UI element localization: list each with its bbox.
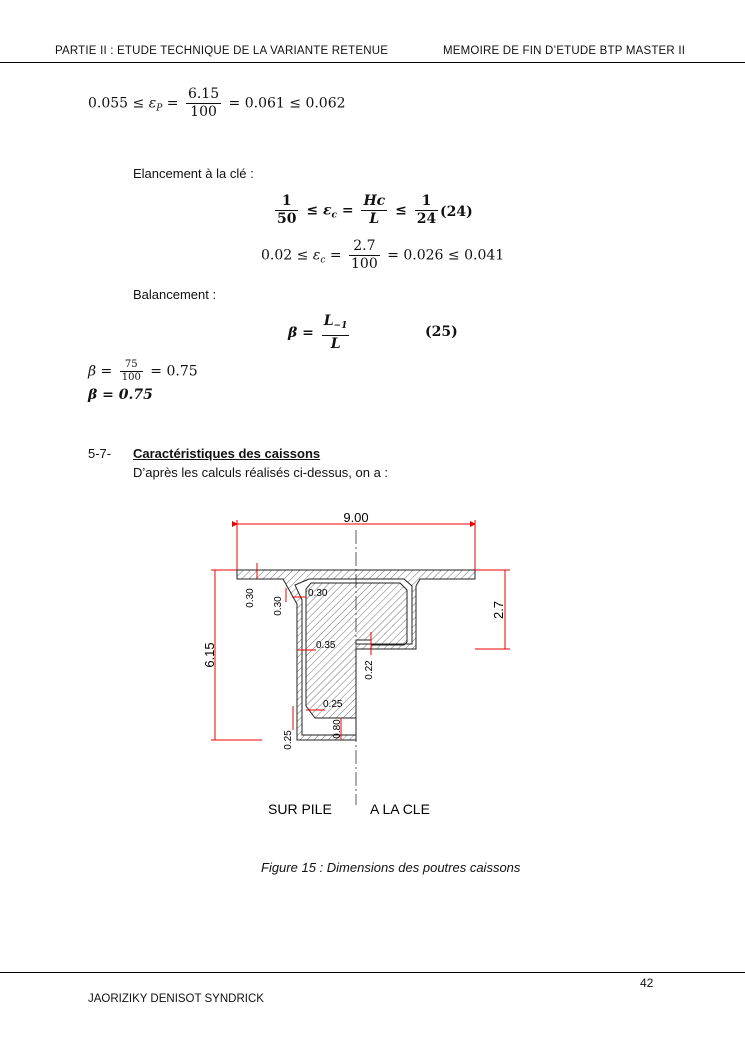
page-number: 42 [640, 976, 654, 990]
dim-height-left-label: 6.15 [202, 642, 217, 668]
equation-epsilon-p: $0.055 \le \varepsilon_P$ = $\frac{6.15}{100}$ = 0.061 ≤ 0.062 [88, 86, 346, 120]
section-number: 5-7- [88, 446, 112, 461]
label-a-la-cle: A LA CLE [370, 801, 430, 817]
dim-022-label: 0.22 [364, 660, 375, 680]
section-title: Caractéristiques des caissons [133, 446, 321, 461]
dim-080-label: 0.80 [332, 719, 343, 739]
section-intro: D’après les calculs réalisés ci-dessus, on a : [133, 465, 389, 480]
dim-025a-label: 0.25 [323, 699, 343, 710]
equation-epsilon-c: $0.02 \le \varepsilon_c$ = $\frac{2.7}{100}$ = 0.026 ≤ 0.041 [261, 238, 505, 272]
label-sur-pile: SUR PILE [268, 801, 332, 817]
dim-025b-label: 0.25 [283, 730, 294, 750]
dim-030a-label: 0.30 [245, 588, 256, 608]
equation-24-number: (24) [440, 204, 473, 220]
equation-beta-value: β = $\frac{75}{100}$ = 0.75 [88, 359, 198, 383]
dim-030c-label: 0.30 [308, 588, 328, 599]
girder-section-outline [237, 570, 475, 740]
elancement-label: Elancement à la clé : [133, 166, 254, 181]
equation-25: β = $\frac{L_{-1}}{L}$ [288, 313, 348, 352]
dim-width-label: 9.00 [343, 510, 369, 525]
header-right: MEMOIRE DE FIN D’ETUDE BTP MASTER II [443, 45, 686, 57]
footer-author: JAORIZIKY DENISOT SYNDRICK [88, 993, 264, 1005]
footer-rule [0, 972, 745, 973]
dim-height-right-label: 2.7 [491, 600, 506, 620]
figure-caption: Figure 15 : Dimensions des poutres caissons [261, 860, 521, 875]
equation-25-number: (25) [425, 324, 458, 340]
dim-030b-label: 0.30 [273, 596, 284, 616]
equation-24: $\frac{1}{50}$ ≤ $\varepsilon_c$ = $\frac{Hc}{L}$ ≤ $\frac{1}{24}$ [277, 193, 437, 227]
balancement-label: Balancement : [133, 287, 217, 302]
equation-beta-result: β = 0.75 [88, 387, 153, 403]
dim-035-label: 0.35 [316, 640, 336, 651]
header-left: PARTIE II : ETUDE TECHNIQUE DE LA VARIANTE RETENUE [55, 45, 389, 57]
